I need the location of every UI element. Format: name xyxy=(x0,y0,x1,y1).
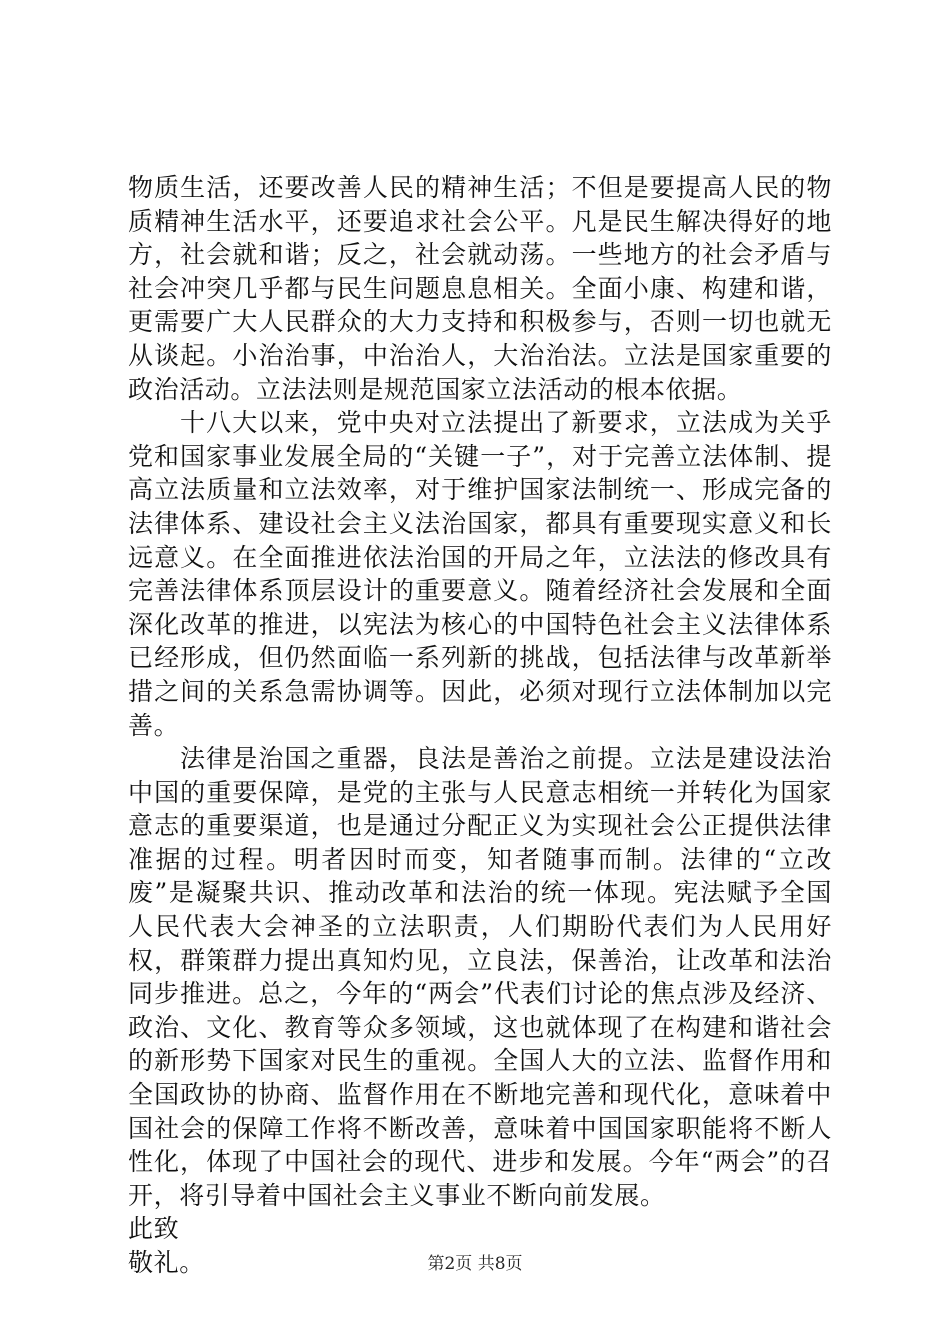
paragraph-continued: 物质生活，还要改善人民的精神生活；不但是要提高人民的物质精神生活水平，还要追求社会公平。凡是民生解决得好的地方，社会就和谐；反之，社会就动荡。一些地方的社会矛盾与社会冲突几乎都与民生问题息息相关。全面小康、构建和谐，更需要广大人民群众的大力支持和积极参与，否则一切也就无从谈起。小治治事，中治治人，大治治法。立法是国家重要的政治活动。立法法则是规范国家立法活动的根本依据。 xyxy=(128,173,832,404)
paragraph-legislation: 十八大以来，党中央对立法提出了新要求，立法成为关乎党和国家事业发展全局的“关键一子”，对于完善立法体制、提高立法质量和立法效率，对于维护国家法制统一、形成完备的法律体系、建设社会主义法治国家，都具有重要现实意义和长远意义。在全面推进依法治国的开局之年，立法法的修改具有完善法律体系顶层设计的重要意义。随着经济社会发展和全面深化改革的推进，以宪法为核心的中国特色社会主义法律体系已经形成，但仍然面临一系列新的挑战，包括法律与改革新举措之间的关系急需协调等。因此，必须对现行立法体制加以完善。 xyxy=(128,408,832,740)
paragraph-law: 法律是治国之重器，良法是善治之前提。立法是建设法治中国的重要保障，是党的主张与人民意志相统一并转化为国家意志的重要渠道，也是通过分配正义为实现社会公正提供法律准据的过程。明者因时而变，知者随事而制。法律的“立改废”是凝聚共识、推动改革和法治的统一体现。宪法赋予全国人民代表大会神圣的立法职责，人们期盼代表们为人民用好权，群策群力提出真知灼见，立良法，保善治，让改革和法治同步推进。总之，今年的“两会”代表们讨论的焦点涉及经济、政治、文化、教育等众多领域，这也就体现了在构建和谐社会的新形势下国家对民生的重视。全国人大的立法、监督作用和全国政协的协商、监督作用在不断地完善和现代化，意味着中国社会的保障工作将不断改善，意味着中国国家职能将不断人性化，体现了中国社会的现代、进步和发展。今年“两会”的召开，将引导着中国社会主义事业不断向前发展。 xyxy=(128,744,832,1210)
page-number-footer: 第2页 共8页 xyxy=(427,1254,523,1274)
closing-cizhi: 此致 xyxy=(128,1214,180,1244)
document-body xyxy=(128,171,832,1280)
closing-jingli: 敬礼。 xyxy=(128,1248,205,1277)
